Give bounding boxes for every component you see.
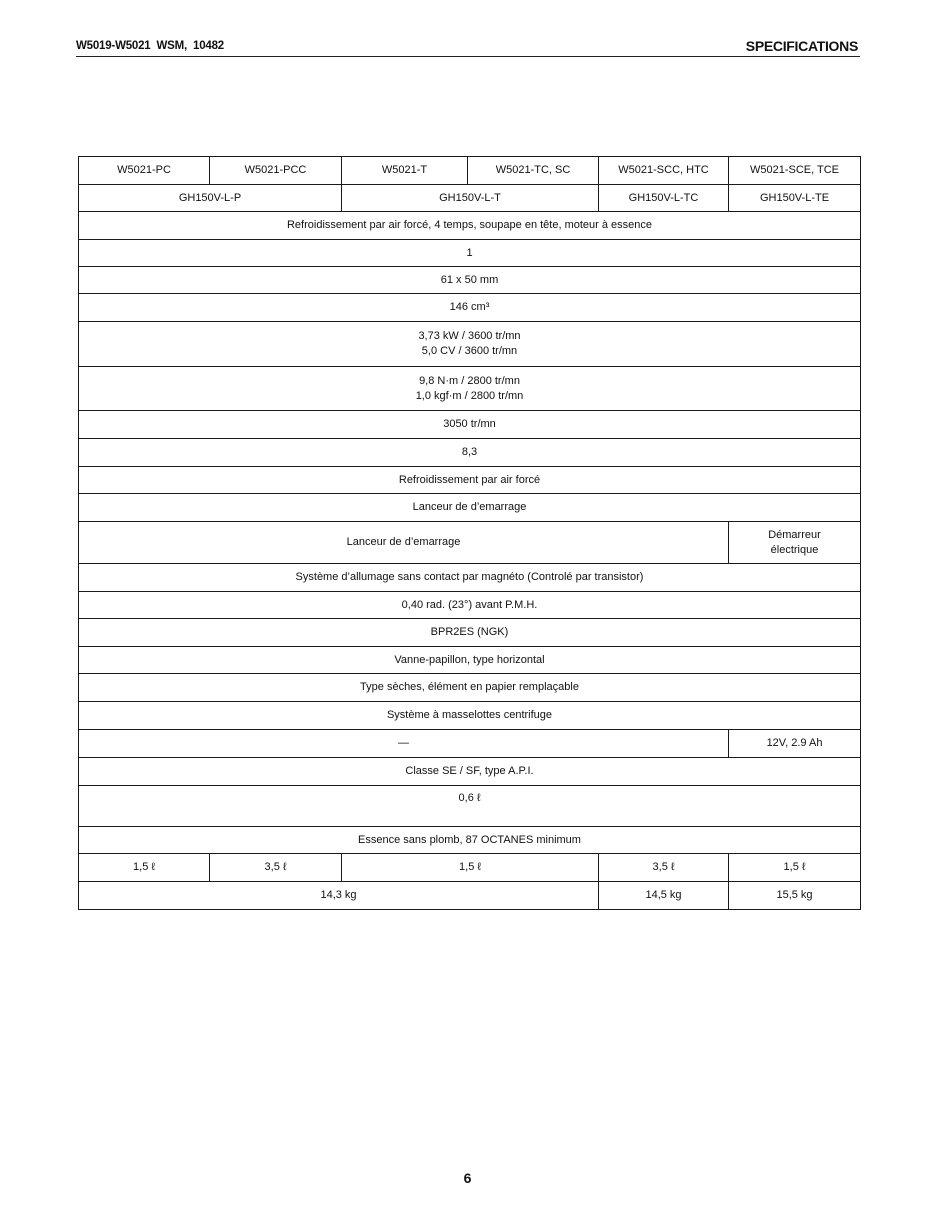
section-title: SPECIFICATIONS	[745, 38, 858, 54]
weight-row	[79, 882, 861, 910]
starter-electric-line: Démarreur	[768, 528, 821, 541]
spec-row	[79, 647, 861, 674]
power-cv: 5,0 CV / 3600 tr/mn	[421, 345, 518, 357]
header-divider	[76, 56, 860, 57]
spec-row	[79, 322, 861, 367]
spec-row	[79, 702, 861, 730]
weight-cell: 14,5 kg	[599, 882, 729, 910]
speed-cell: 3050 tr/mn	[79, 411, 861, 439]
spec-row	[79, 240, 861, 267]
cylinders-cell: 1	[79, 240, 861, 267]
battery-cell: 12V, 2.9 Ah	[729, 730, 861, 758]
starter-electric-line: électrique	[770, 543, 819, 556]
engine-cell: GH150V-L-T	[342, 185, 599, 212]
engine-type-cell: Refroidissement par air forcé, 4 temps, soupape en tête, moteur à essence	[79, 212, 861, 240]
fuel-tank-cell: 1,5 ℓ	[729, 854, 861, 882]
fuel-cell: Essence sans plomb, 87 OCTANES minimum	[79, 827, 861, 854]
starter-electric-cell	[729, 522, 861, 564]
spec-row	[79, 730, 861, 758]
model-cell: W5021-TC, SC	[468, 157, 599, 185]
engine-cell: GH150V-L-TE	[729, 185, 861, 212]
torque-cell	[79, 367, 861, 411]
weight-cell: 14,3 kg	[79, 882, 599, 910]
spec-row	[79, 367, 861, 411]
battery-none-cell: —	[79, 730, 729, 758]
starter-cell: Lanceur de d’emarrage	[79, 494, 861, 522]
power-kw: 3,73 kW / 3600 tr/mn	[418, 330, 521, 342]
oil-class-cell: Classe SE / SF, type A.P.I.	[79, 758, 861, 786]
oil-capacity-cell: 0,6 ℓ	[79, 786, 861, 827]
document-id: W5019-W5021 WSM, 10482	[76, 40, 224, 52]
model-cell: W5021-PCC	[210, 157, 342, 185]
engine-cell: GH150V-L-TC	[599, 185, 729, 212]
power-cell	[79, 322, 861, 367]
model-cell: W5021-PC	[79, 157, 210, 185]
spec-row	[79, 619, 861, 647]
spec-row	[79, 212, 861, 240]
cooling-cell: Refroidissement par air forcé	[79, 467, 861, 494]
spec-row	[79, 411, 861, 439]
model-cell: W5021-T	[342, 157, 468, 185]
spec-row	[79, 758, 861, 786]
engine-cell: GH150V-L-P	[79, 185, 342, 212]
fuel-tank-cell: 3,5 ℓ	[599, 854, 729, 882]
fuel-tank-cell: 1,5 ℓ	[342, 854, 599, 882]
governor-cell: Système à masselottes centrifuge	[79, 702, 861, 730]
model-cell: W5021-SCE, TCE	[729, 157, 861, 185]
spec-row	[79, 439, 861, 467]
spec-row	[79, 467, 861, 494]
compression-cell: 8,3	[79, 439, 861, 467]
starter-manual-cell: Lanceur de d’emarrage	[79, 522, 729, 564]
model-row	[79, 157, 861, 185]
spec-row	[79, 827, 861, 854]
torque-nm: 9,8 N·m / 2800 tr/mn	[419, 374, 520, 387]
spec-row	[79, 294, 861, 322]
spark-plug-cell: BPR2ES (NGK)	[79, 619, 861, 647]
spec-row	[79, 592, 861, 619]
engine-row	[79, 185, 861, 212]
fuel-tank-row	[79, 854, 861, 882]
spec-row	[79, 786, 861, 827]
torque-kgfm: 1,0 kgf·m / 2800 tr/mn	[415, 389, 524, 402]
carburetor-cell: Vanne-papillon, type horizontal	[79, 647, 861, 674]
spec-row	[79, 494, 861, 522]
fuel-tank-cell: 1,5 ℓ	[79, 854, 210, 882]
bore-stroke-cell: 61 x 50 mm	[79, 267, 861, 294]
specifications-table	[78, 156, 861, 910]
spec-row	[79, 267, 861, 294]
spec-row	[79, 522, 861, 564]
spec-row	[79, 674, 861, 702]
ignition-cell: Système d’allumage sans contact par magnéto (Controlé par transistor)	[79, 564, 861, 592]
displacement-cell: 146 cm³	[79, 294, 861, 322]
model-cell: W5021-SCC, HTC	[599, 157, 729, 185]
page-number: 6	[463, 1170, 472, 1186]
timing-cell: 0,40 rad. (23°) avant P.M.H.	[79, 592, 861, 619]
air-filter-cell: Type sèches, élément en papier remplaçable	[79, 674, 861, 702]
fuel-tank-cell: 3,5 ℓ	[210, 854, 342, 882]
weight-cell: 15,5 kg	[729, 882, 861, 910]
spec-row	[79, 564, 861, 592]
